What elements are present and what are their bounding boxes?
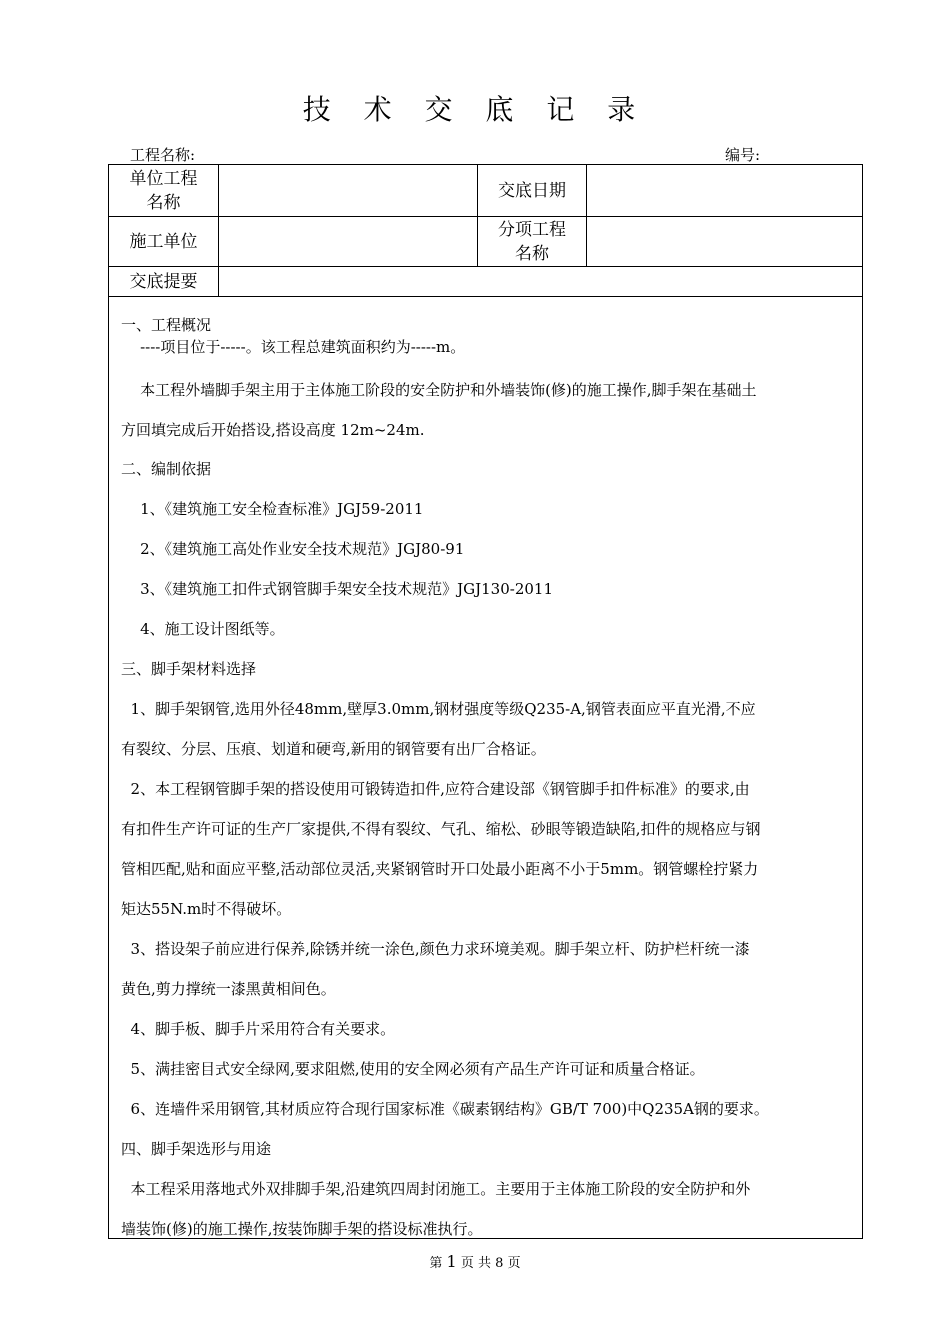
content-line: ----项目位于-----。该工程总建筑面积约为-----m。 — [121, 338, 466, 356]
project-name-label: 工程名称: — [130, 146, 196, 164]
footer-prefix: 第 — [429, 1256, 443, 1271]
content-line: 5、满挂密目式安全绿网,要求阻燃,使用的安全网必须有产品生产许可证和质量合格证。 — [121, 1060, 705, 1078]
content-line: 本工程外墙脚手架主用于主体施工阶段的安全防护和外墙装饰(修)的施工操作,脚手架在基础土 — [121, 381, 757, 399]
content-line: 本工程采用落地式外双排脚手架,沿建筑四周封闭施工。主要用于主体施工阶段的安全防护和外 — [121, 1180, 751, 1198]
content-line: 管相匹配,贴和面应平整,活动部位灵活,夹紧钢管时开口处最小距离不小于5mm。钢管螺栓拧紧力 — [121, 860, 759, 878]
reference-item: 3、《建筑施工扣件式钢管脚手架安全技术规范》JGJ130-2011 — [121, 580, 553, 598]
unit-project-value — [219, 165, 477, 216]
construction-unit-value — [219, 217, 477, 266]
content-line: 矩达55N.m时不得破坏。 — [121, 900, 292, 918]
construction-unit-label: 施工单位 — [129, 231, 198, 252]
content-line: 有扣件生产许可证的生产厂家提供,不得有裂纹、气孔、缩松、砂眼等锻造缺陷,扣件的规格应与钢 — [121, 820, 761, 838]
record-table — [108, 164, 863, 1239]
document-title: 技 术 交 底 记 录 — [302, 93, 648, 126]
section-heading: 一、工程概况 — [121, 316, 212, 334]
section-heading: 三、脚手架材料选择 — [121, 660, 257, 678]
reference-item: 1、《建筑施工安全检查标准》JGJ59-2011 — [121, 500, 424, 518]
page-footer — [0, 1252, 950, 1271]
content-line: 黄色,剪力撑统一漆黑黄相间色。 — [121, 980, 336, 998]
date-label: 交底日期 — [498, 180, 566, 201]
content-line: 4、脚手板、脚手片采用符合有关要求。 — [121, 1020, 396, 1038]
content-line: 1、脚手架钢管,选用外径48mm,壁厚3.0mm,钢材强度等级Q235-A,钢管表面应平直光滑,不应 — [121, 700, 756, 718]
reference-item: 2、《建筑施工高处作业安全技术规范》JGJ80-91 — [121, 540, 465, 558]
footer-suffix: 页 — [507, 1256, 521, 1271]
row-divider — [109, 296, 862, 297]
total-pages: 8 — [495, 1256, 504, 1271]
content-line: 3、搭设架子前应进行保养,除锈并统一涂色,颜色力求环境美观。脚手架立杆、防护栏杆统一漆 — [121, 940, 750, 958]
summary-label: 交底提要 — [129, 271, 198, 292]
section-heading: 二、编制依据 — [121, 460, 212, 478]
footer-middle: 页 共 — [460, 1256, 492, 1271]
content-line: 方回填完成后开始搭设,搭设高度 12m~24m. — [121, 421, 425, 439]
unit-project-label: 单位工程 名称 — [129, 168, 198, 213]
summary-value — [219, 267, 864, 296]
page-number: 1 — [446, 1252, 457, 1271]
content-line: 墙装饰(修)的施工操作,按装饰脚手架的搭设标准执行。 — [121, 1220, 483, 1238]
section-heading: 四、脚手架选形与用途 — [121, 1140, 272, 1158]
date-value — [587, 165, 864, 216]
content-line: 有裂纹、分层、压痕、划道和硬弯,新用的钢管要有出厂合格证。 — [121, 740, 546, 758]
subproject-label: 分项工程 名称 — [498, 219, 566, 264]
number-label: 编号: — [725, 146, 761, 164]
content-line: 6、连墙件采用钢管,其材质应符合现行国家标准《碳素钢结构》GB/T 700)中Q235A钢的要求。 — [121, 1100, 769, 1118]
reference-item: 4、施工设计图纸等。 — [121, 620, 285, 638]
content-line: 2、本工程钢管脚手架的搭设使用可锻铸造扣件,应符合建设部《钢管脚手扣件标准》的要求,由 — [121, 780, 750, 798]
subproject-value — [587, 217, 864, 266]
